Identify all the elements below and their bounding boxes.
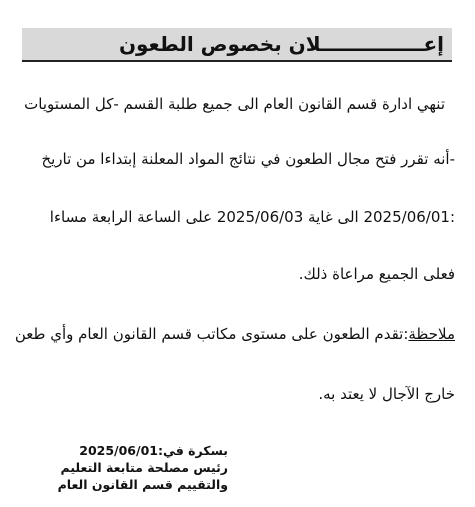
page-title: إعـــــــــــــــلان بخصوص الطعون bbox=[118, 32, 444, 56]
body-line-6: خارج الآجال لا يعتد به. bbox=[318, 385, 455, 403]
body-line-4: فعلى الجميع مراعاة ذلك. bbox=[298, 265, 455, 283]
note-text: :تقدم الطعون على مستوى مكاتب قسم القانون العام وأي طعن bbox=[14, 325, 409, 343]
title-bar bbox=[22, 28, 452, 62]
body-line-3: :2025/06/01 الى غاية 2025/06/03 على الساعة الرابعة مساءا bbox=[49, 208, 455, 226]
body-line-2: -أنه تقرر فتح مجال الطعون في نتائج المواد المعلنة إبتداءا من تاريخ bbox=[41, 150, 455, 168]
note-line bbox=[15, 325, 455, 343]
note-label: ملاحظة bbox=[408, 325, 455, 343]
body-line-1: تنهي ادارة قسم القانون العام الى جميع طلبة القسم -كل المستويات bbox=[24, 95, 445, 113]
signature-line-3: والتقييم قسم القانون العام bbox=[57, 477, 228, 492]
signature-block bbox=[48, 442, 228, 493]
signature-place-date: بسكرة في:2025/06/01 bbox=[79, 443, 228, 458]
signature-line-2: رئيس مصلحة متابعة التعليم bbox=[60, 460, 228, 475]
